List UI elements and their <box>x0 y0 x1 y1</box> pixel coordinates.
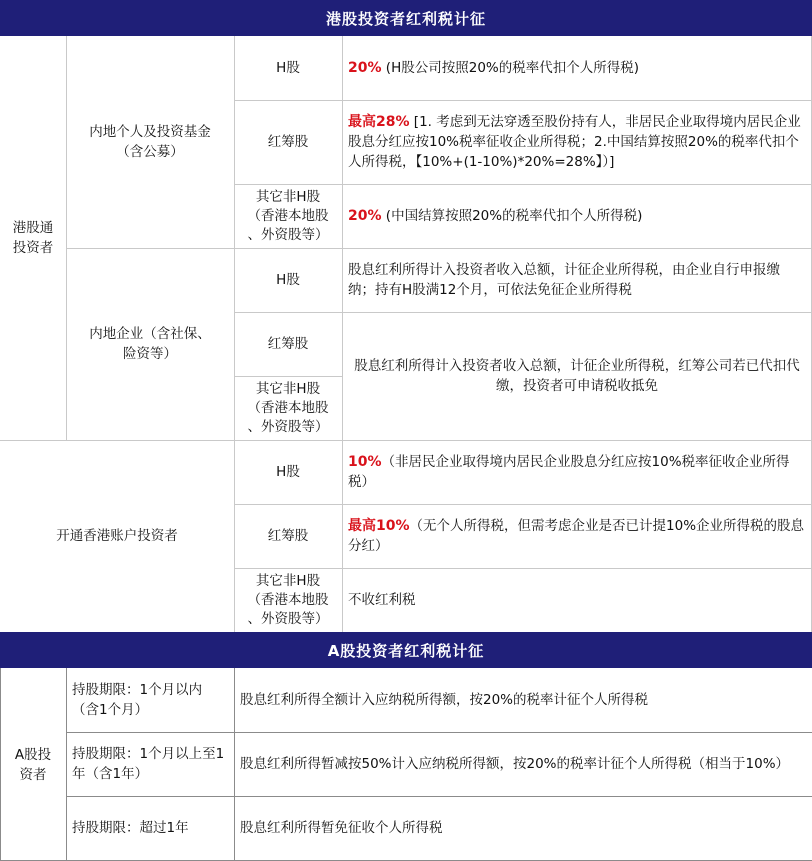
tax-rate-highlight: 20% <box>348 208 382 224</box>
group-mainland-individual: 内地个人及投资基金 （含公募） <box>89 124 211 160</box>
tax-rate-highlight: 20% <box>348 60 382 76</box>
grid-line <box>66 36 67 440</box>
tax-desc-merged: 股息红利所得计入投资者收入总额，计征企业所得税，红筹公司若已代扣代缴，投资者可申请税收抵免 <box>354 358 800 394</box>
tax-desc: 股息红利所得计入投资者收入总额，计征企业所得税，由企业自行申报缴纳；持有H股满12个月，可依法免征企业所得税 <box>348 262 780 298</box>
a-tax-desc: 股息红利所得全额计入应纳税所得额，按20%的税率计征个人所得税 <box>240 692 649 708</box>
grid-line <box>234 568 812 569</box>
grid-line <box>0 440 812 441</box>
holding-period: 持股期限：超过1年 <box>72 820 189 836</box>
grid-line <box>234 184 812 185</box>
grid-line <box>342 36 343 632</box>
a-section-title: A股投资者红利税计征 <box>0 632 812 668</box>
tax-rate-highlight: 10% <box>348 454 382 470</box>
stock-type-red-chip: 红筹股 <box>267 528 309 544</box>
a-tax-desc: 股息红利所得暂减按50%计入应纳税所得额，按20%的税率计征个人所得税（相当于10%） <box>240 756 790 772</box>
tax-desc: 10%（非居民企业取得境内居民企业股息分红应按10%税率征收企业所得税） <box>348 454 790 490</box>
hk-section-title: 港股投资者红利税计征 <box>0 0 812 36</box>
grid-line <box>66 732 812 733</box>
a-tax-desc: 股息红利所得暂免征收个人所得税 <box>240 820 443 836</box>
tax-desc: 最高28% [1. 考虑到无法穿透至股份持有人，非居民企业取得境内居民企业股息分红应按10%税率征收企业所得税；2.中国结算按照20%的税率代扣个人所得税，【10%+(1-10%)*20%=28%】）] <box>348 114 801 170</box>
holding-period: 持股期限：1个月以内 （含1个月） <box>72 682 203 718</box>
stock-type-other: 其它非H股 （香港本地股 、外资股等） <box>247 188 329 243</box>
tax-desc: 20% (H股公司按照20%的税率代扣个人所得税) <box>348 60 639 76</box>
grid-line <box>234 312 812 313</box>
holding-period: 持股期限：1个月以上至1年（含1年） <box>72 746 225 782</box>
group-hk-account-investors: 开通香港账户投资者 <box>56 528 178 544</box>
group-connect-investors: 港股通 投资者 <box>12 220 54 256</box>
grid-line <box>234 36 235 632</box>
stock-type-other: 其它非H股 （香港本地股 、外资股等） <box>247 572 329 627</box>
grid-line <box>234 504 812 505</box>
stock-type-red-chip: 红筹股 <box>267 134 309 150</box>
grid-line <box>66 796 812 797</box>
grid-line <box>234 100 812 101</box>
stock-type-red-chip: 红筹股 <box>267 336 309 352</box>
stock-type-h: H股 <box>276 60 300 76</box>
tax-desc: 不收红利税 <box>348 592 416 608</box>
grid-line <box>0 668 1 861</box>
stock-type-h: H股 <box>276 272 300 288</box>
tax-desc: 最高10%（无个人所得税，但需考虑企业是否已计提10%企业所得税的股息分红） <box>348 518 805 554</box>
stock-type-other: 其它非H股 （香港本地股 、外资股等） <box>247 380 329 435</box>
grid-line <box>234 376 342 377</box>
grid-line <box>66 248 812 249</box>
grid-line <box>66 668 67 861</box>
tax-desc: 20% (中国结算按照20%的税率代扣个人所得税) <box>348 208 643 224</box>
grid-line <box>234 668 235 861</box>
tax-rate-highlight: 最高10% <box>348 518 410 534</box>
group-mainland-enterprise: 内地企业（含社保、 险资等） <box>89 326 211 362</box>
a-group-investors: A股投 资者 <box>14 746 52 783</box>
stock-type-h: H股 <box>276 464 300 480</box>
tax-rate-highlight: 最高28% <box>348 114 410 130</box>
